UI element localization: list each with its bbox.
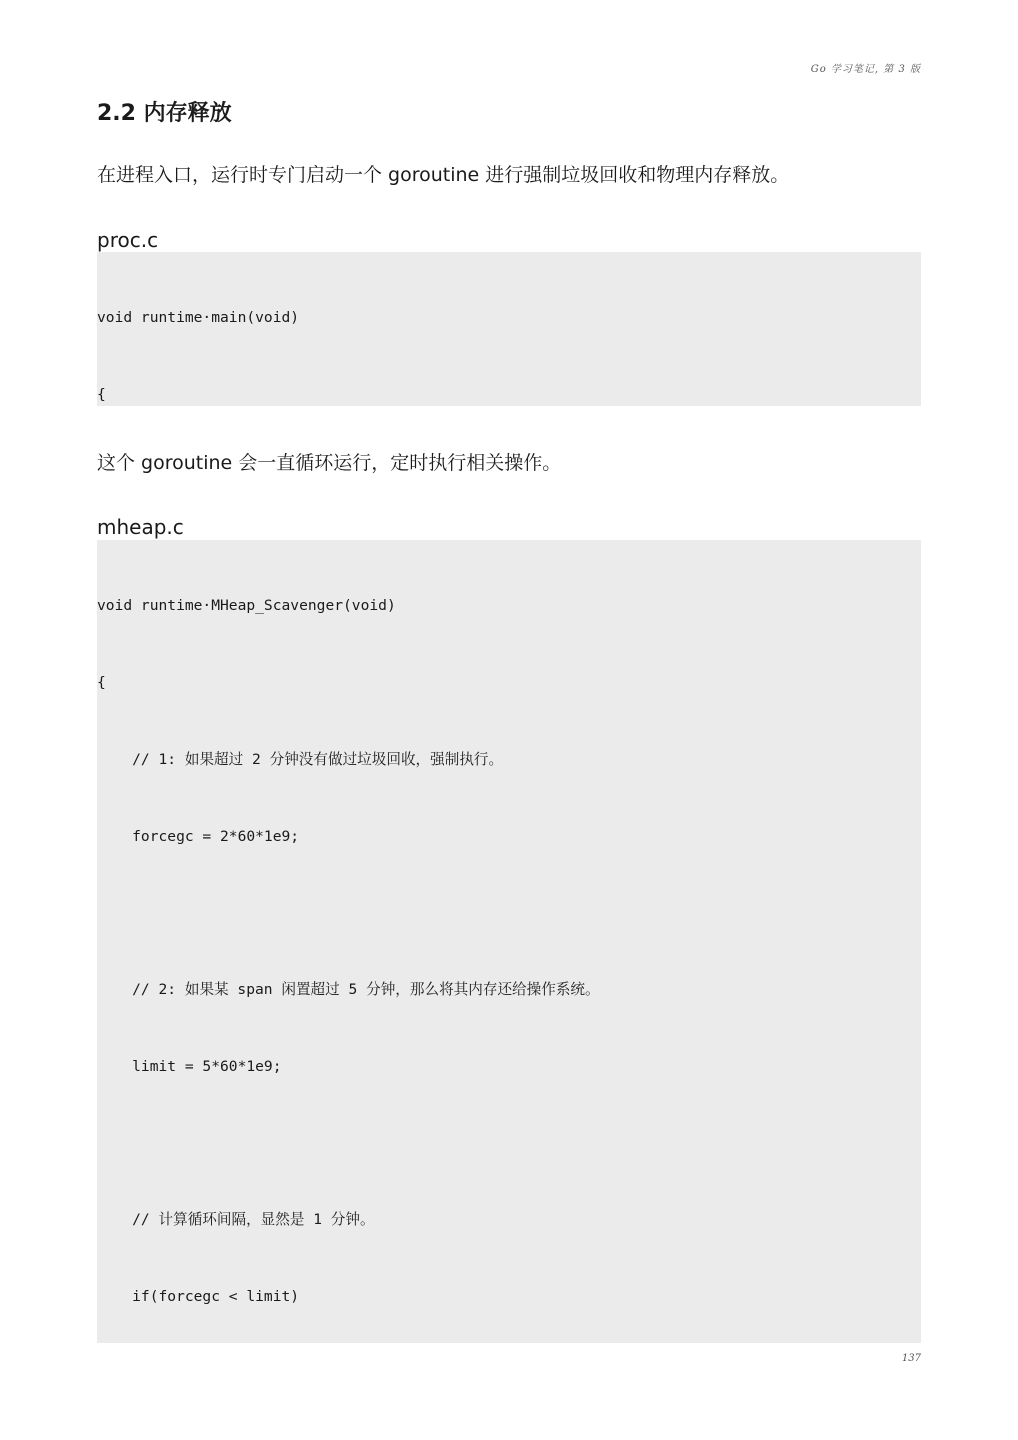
loop-paragraph: 这个 goroutine 会一直循环运行，定时执行相关操作。 <box>97 452 562 474</box>
code-block-mheap <box>97 540 921 1343</box>
code-line: void runtime·MHeap_Scavenger(void) <box>97 597 396 615</box>
listing-2-filename: mheap.c <box>97 515 184 539</box>
code-line: limit = 5*60*1e9; <box>97 1057 282 1075</box>
section-title: 2.2 内存释放 <box>97 101 232 126</box>
code-line: if(forcegc < limit) <box>97 1288 300 1306</box>
code-line: void runtime·main(void) <box>97 309 300 327</box>
code-line: forcegc = 2*60*1e9; <box>97 827 300 845</box>
listing-1-filename: proc.c <box>97 228 159 252</box>
code-line: { <box>97 673 106 691</box>
code-line: // 计算循环间隔，显然是 1 分钟。 <box>97 1211 375 1229</box>
code-block-proc <box>97 252 921 406</box>
code-line <box>97 1131 921 1157</box>
intro-paragraph: 在进程入口，运行时专门启动一个 goroutine 进行强制垃圾回收和物理内存释放。 <box>97 164 790 186</box>
page-number: 137 <box>901 1353 921 1364</box>
running-header: Go 学习笔记, 第 3 版 <box>810 64 921 75</box>
code-line: { <box>97 385 106 403</box>
code-line <box>97 900 921 926</box>
code-line: // 2: 如果某 span 闲置超过 5 分钟，那么将其内存还给操作系统。 <box>97 981 600 999</box>
code-line: // 1: 如果超过 2 分钟没有做过垃圾回收，强制执行。 <box>97 750 504 768</box>
